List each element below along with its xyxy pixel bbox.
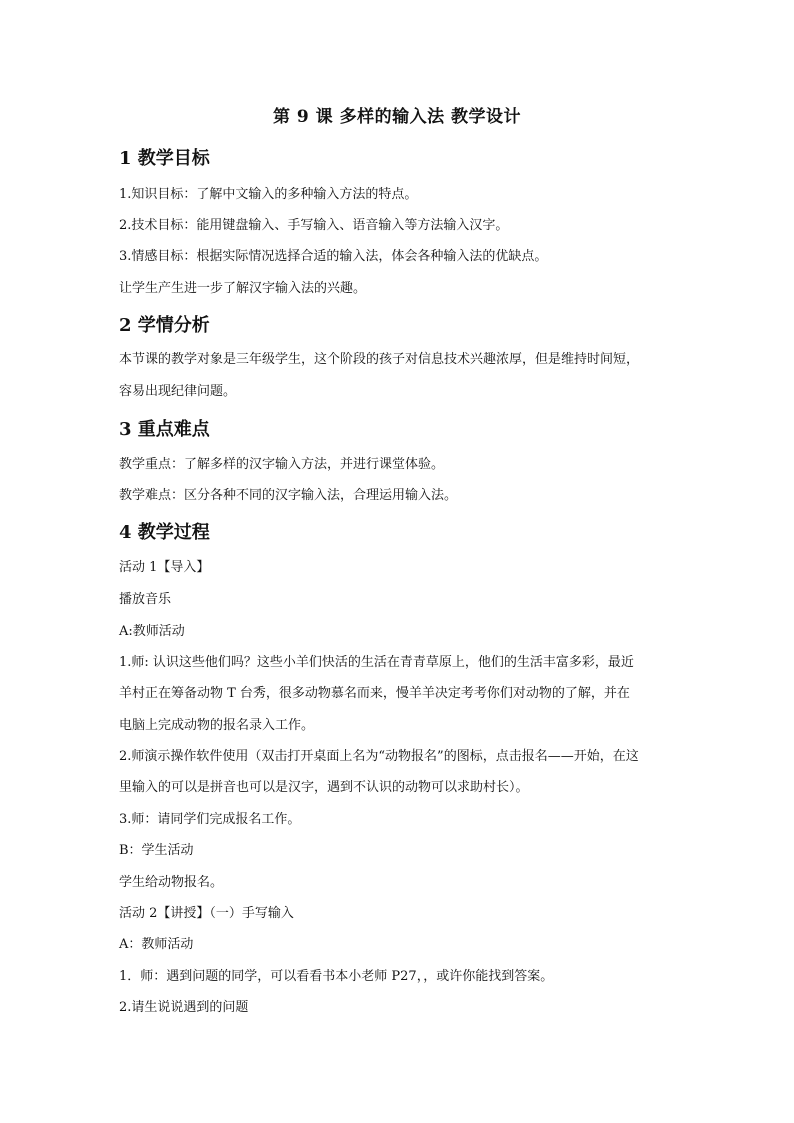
paragraph-line: 1.知识目标：了解中文输入的多种输入方法的特点。 bbox=[119, 187, 418, 202]
paragraph-line: 活动 2【讲授】（一）手写输入 bbox=[119, 906, 294, 921]
paragraph-line: 播放音乐 bbox=[119, 592, 172, 607]
paragraph-line: 2.师演示操作软件使用（双击打开桌面上名为“动物报名”的图标，点击报名——开始，在这 bbox=[119, 749, 639, 764]
section-heading-keypoints: 3 重点难点 bbox=[119, 419, 210, 440]
paragraph-line: 教学难点：区分各种不同的汉字输入法，合理运用输入法。 bbox=[119, 488, 458, 503]
paragraph-line: 容易出现纪律问题。 bbox=[119, 384, 237, 399]
paragraph-line: 本节课的教学对象是三年级学生，这个阶段的孩子对信息技术兴趣浓厚，但是维持时间短， bbox=[119, 352, 640, 367]
paragraph-line: 1．师：遇到问题的同学，可以看看书本小老师 P27，，或许你能找到答案。 bbox=[119, 969, 554, 984]
paragraph-line: 1.师: 认识这些他们吗？这些小羊们快活的生活在青青草原上，他们的生活丰富多彩，最近 bbox=[119, 655, 634, 670]
paragraph-line: B：学生活动 bbox=[119, 843, 194, 858]
paragraph-line: 3.师：请同学们完成报名工作。 bbox=[119, 812, 301, 827]
paragraph-line: 2.技术目标：能用键盘输入、手写输入、语音输入等方法输入汉字。 bbox=[119, 218, 509, 233]
paragraph-line: 让学生产生进一步了解汉字输入法的兴趣。 bbox=[119, 281, 367, 296]
paragraph-line: 电脑上完成动物的报名录入工作。 bbox=[119, 718, 315, 733]
paragraph-line: 2.请生说说遇到的问题 bbox=[119, 1000, 249, 1015]
paragraph-line: 里输入的可以是拼音也可以是汉字，遇到不认识的动物可以求助村长）。 bbox=[119, 780, 529, 795]
section-heading-objectives: 1 教学目标 bbox=[119, 148, 210, 169]
section-heading-process: 4 教学过程 bbox=[119, 522, 210, 543]
section-heading-analysis: 2 学情分析 bbox=[119, 315, 210, 336]
paragraph-line: 3.情感目标：根据实际情况选择合适的输入法，体会各种输入法的优缺点。 bbox=[119, 249, 548, 264]
paragraph-line: 教学重点：了解多样的汉字输入方法，并进行课堂体验。 bbox=[119, 457, 445, 472]
paragraph-line: 羊村正在筹备动物 T 台秀，很多动物慕名而来，慢羊羊决定考考你们对动物的了解，并在 bbox=[119, 686, 630, 701]
paragraph-line: A：教师活动 bbox=[119, 937, 194, 952]
paragraph-line: 活动 1【导入】 bbox=[119, 560, 210, 575]
paragraph-line: 学生给动物报名。 bbox=[119, 875, 224, 890]
document-title: 第 9 课 多样的输入法 教学设计 bbox=[272, 107, 521, 127]
paragraph-line: A:教师活动 bbox=[119, 624, 185, 639]
